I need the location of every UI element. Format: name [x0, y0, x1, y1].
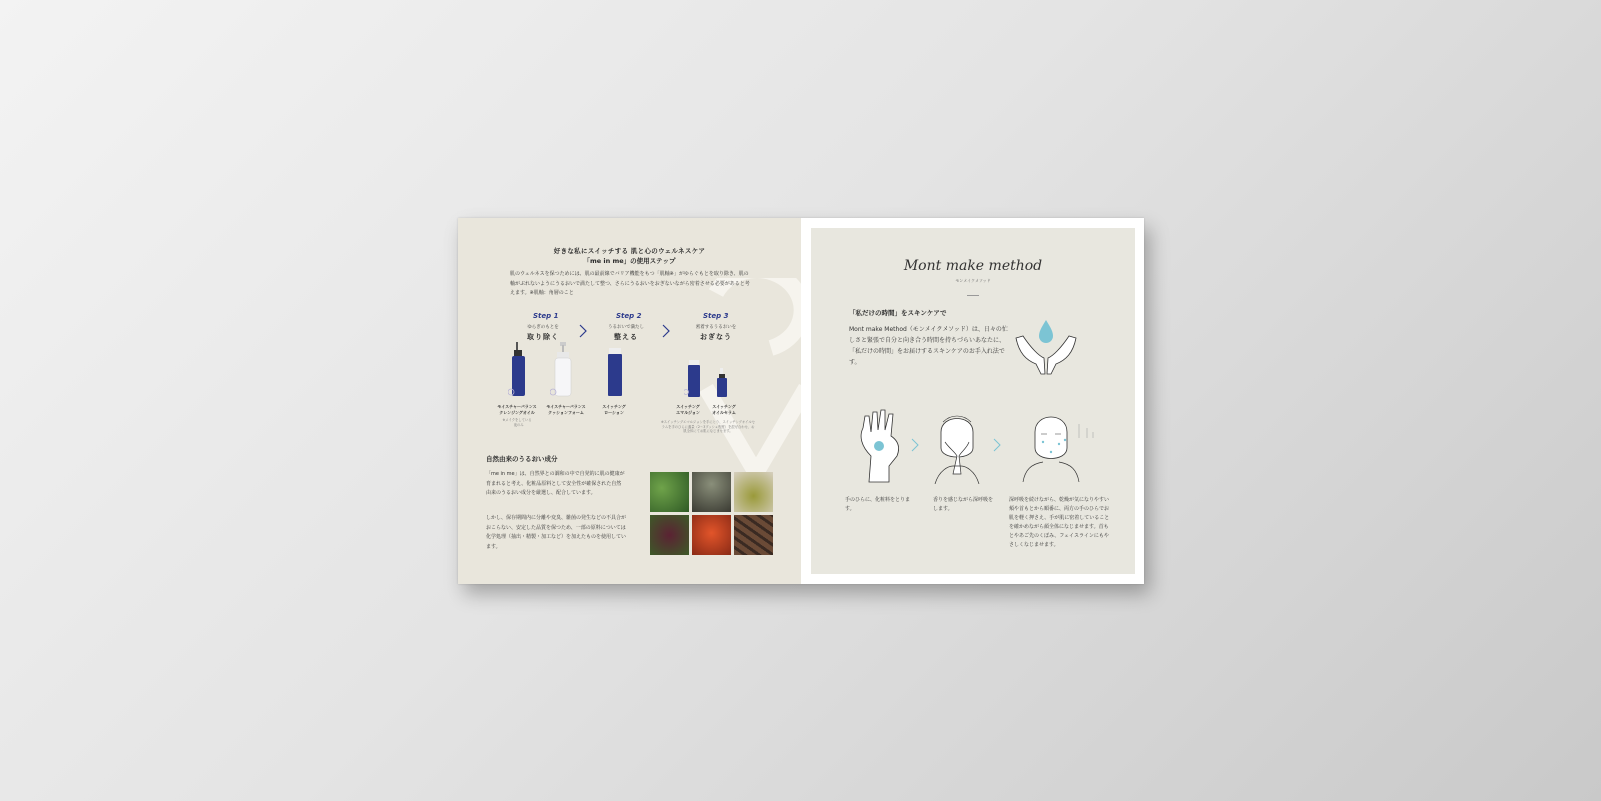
method-caption-3: 深呼吸を続けながら、乾燥が気になりやすい頬や首もとから順番に、両方の手のひらでお肌を軽く押さえ、手が肌に密着していることを確かめながら顔全体になじませます。首もとやあご先のくぼみ、フェイスラインにもやさしくなじませます。: [1009, 497, 1110, 548]
chevron-right-icon: [579, 324, 587, 338]
method-title: Mont make method: [903, 258, 1043, 274]
flower-bud-photo: [734, 472, 773, 512]
step-3-label: Step 3: [703, 312, 729, 320]
brochure-spread: [458, 218, 1144, 584]
step-2-label: Step 2: [616, 312, 642, 320]
product-name: スイッチング オイルセラム: [712, 404, 736, 415]
product-name: モイスチャーバランス クッションフォーム: [546, 404, 586, 415]
cleansing-oil-bottle: [508, 342, 530, 398]
cushion-foam-bottle: [550, 342, 576, 398]
header-line-1: 好きな私にスイッチする 肌と心のウェルネスケア: [553, 247, 706, 255]
step-1-main: 取り除く: [527, 333, 559, 341]
product-name: スイッチング エマルジョン: [676, 404, 700, 415]
face-press-icon: [1021, 404, 1097, 484]
method-body: Mont make Method（モンメイクメソッド）は、日々の忙しさと緊張で自分と向き合う時間を持ちづらいあなたに、「私だけの時間」をお届けするスキンケアのお手入れ法です。: [849, 326, 1008, 366]
emulsion-bottle: [684, 360, 704, 398]
ingredients-paragraph-1: 「me in me」は、自然界との調和の中で自発的に肌の健康が育まれると考え、化粧品原料として安全性が確保された自然由来のうるおい成分を厳選し、配合しています。: [486, 471, 625, 496]
intro-text: 肌のウェルネスを保つためには、肌の最前線でバリア機能をもつ「肌軸※」がゆらぐもとを取り除き、肌の軸がぶれないようにうるおいで満たして整つ、さらにうるおいをおぎないながら密着させる必要があると考えます。※肌軸：角層のこと: [510, 271, 750, 296]
method-caption-2: 香りを感じながら深呼吸をします。: [933, 497, 994, 512]
hands-water-drop-icon: [1011, 308, 1081, 378]
ingredients-paragraph-2: しかし、保存期間内に分離や変臭、雑菌の発生などの不具合がおこらない、安定した品質を保つため、一部の原料については化学処理（抽出・精製・加工など）を加えたものを使用しています。: [486, 515, 627, 550]
right-page: [801, 218, 1144, 584]
step-3-main: おぎなう: [700, 333, 732, 341]
chevron-right-icon: [911, 438, 919, 452]
ingredients-title: 自然由来のうるおい成分: [486, 455, 558, 463]
step-2-main: 整える: [614, 333, 638, 341]
step-3-sub: 密着するうるおいを: [695, 325, 737, 330]
method-title-kana: モンメイクメソッド: [955, 278, 991, 283]
product-name: モイスチャーバランス クレンジングオイル: [497, 404, 537, 415]
right-panel: [811, 228, 1135, 574]
ingredient-photo-grid: [650, 472, 774, 556]
root-photo: [734, 515, 773, 555]
method-heading: 「私だけの時間」をスキンケアで: [849, 309, 947, 317]
palm-with-product-icon: [851, 406, 907, 484]
oil-serum-bottle: [714, 368, 730, 398]
header-line-2: 「me in me」の使用ステップ: [583, 257, 676, 265]
chevron-right-icon: [662, 324, 670, 338]
chevron-right-icon: [993, 438, 1001, 452]
divider: [967, 295, 979, 296]
step-1-label: Step 1: [533, 312, 559, 320]
product-name: スイッチング ローション: [602, 404, 626, 415]
step-2-sub: うるおいで満たし: [608, 325, 644, 330]
step-1-sub: ゆらぎのもとを: [527, 325, 559, 330]
method-caption-1: 手のひらに、化粧料をとります。: [845, 497, 911, 512]
hibiscus-photo: [692, 515, 731, 555]
berry-photo: [650, 515, 689, 555]
lotion-bottle: [606, 348, 624, 398]
step-3-note: ※スイッチングエマルジョンを手にとり、スイッチングオイルセラムを手のひらに適量（2〜3プッシュ程度）を混ぜ合わせ、お肌全体にてお肌になじませます。: [661, 420, 755, 433]
herb-photo: [692, 472, 731, 512]
left-page: [458, 218, 801, 584]
face-inhale-icon: [931, 404, 983, 484]
product-note: ※メイクをしている 夜のみ: [502, 418, 532, 427]
leaf-photo: [650, 472, 689, 512]
